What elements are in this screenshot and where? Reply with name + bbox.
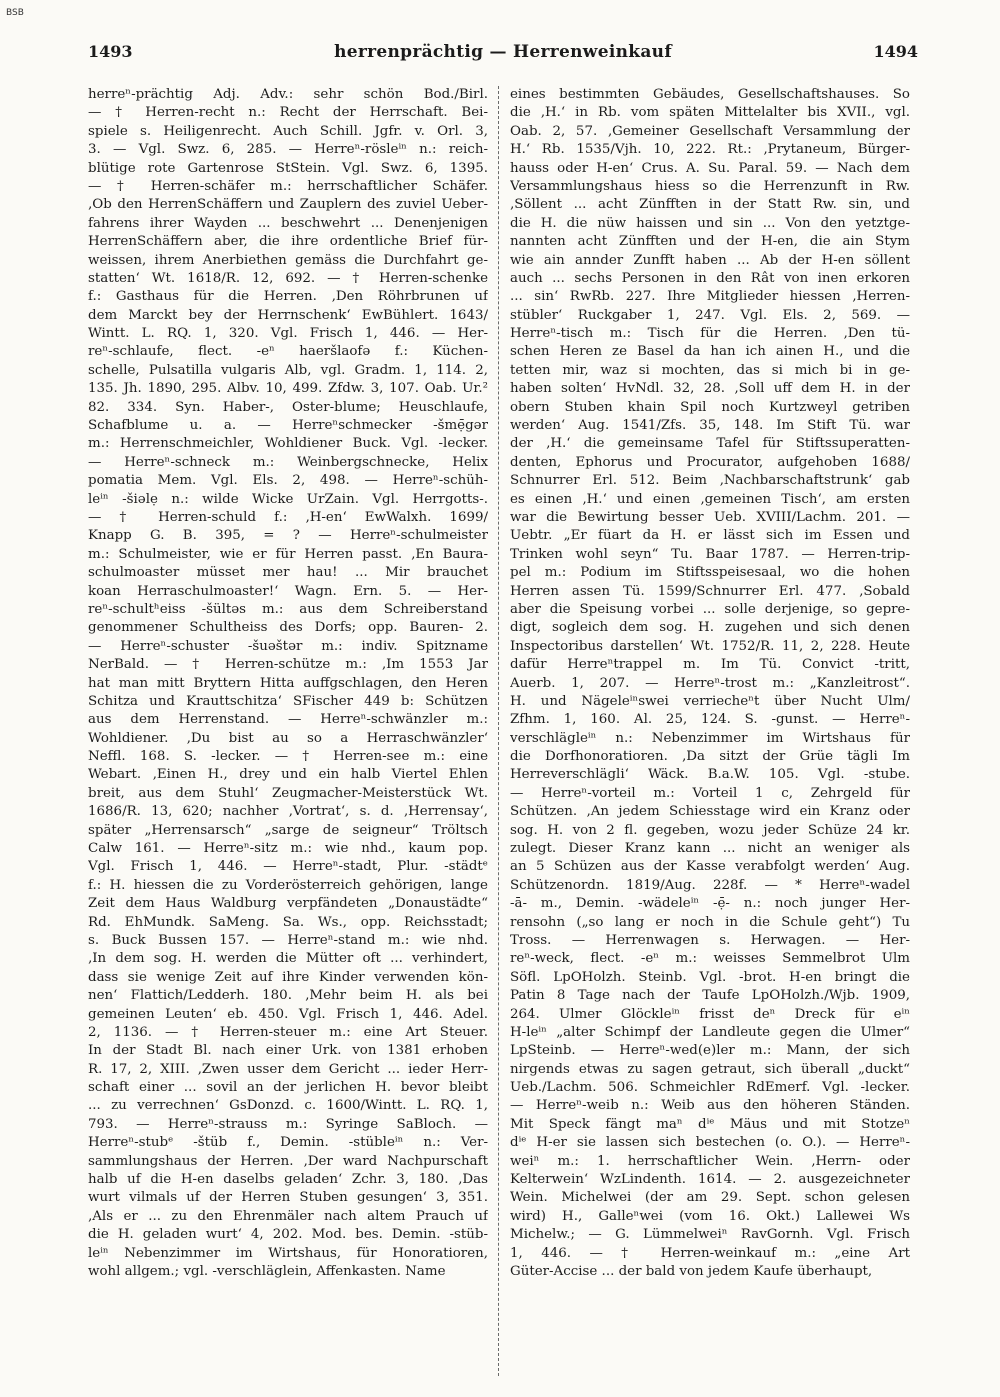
text-line: pel m.: Podium im Stiftsspeisesaal, wo die hohen (510, 565, 910, 581)
text-line: digt, sogleich dem sog. H. zugehen und sich denen (510, 620, 910, 636)
text-line: Wintt. L. RQ. 1, 320. Vgl. Frisch 1, 446. — Her- (88, 326, 488, 342)
text-line: nirgends etwas zu sagen getraut, sich überall „duckt“ (510, 1061, 910, 1077)
text-line: reⁿ-schlaufe, flect. -eⁿ haeršlaofə f.: Küchen- (88, 344, 488, 360)
text-line: werden‘ Aug. 1541/Zfs. 35, 148. Im Stift Tü. war (510, 418, 910, 434)
text-line: Wein. Michelwei (der am 29. Sept. schon gelesen (510, 1190, 910, 1206)
text-line: nen‘ Flattich/Ledderh. 180. ‚Mehr beim H. als bei (88, 988, 488, 1004)
text-line: die H. die nüw haissen und sin ... Von den yetztge- (510, 215, 910, 231)
text-line: Inspectoribus darstellen‘ Wt. 1752/R. 11, 2, 228. Heute (510, 638, 910, 654)
text-line: Kelterwein‘ WzLindenth. 1614. — 2. ausgezeichneter (510, 1172, 910, 1188)
text-line: genommener Schultheiss des Dorfs; opp. Bauren- 2. (88, 620, 488, 636)
text-line: Zfhm. 1, 160. Al. 25, 124. S. -gunst. — Herreⁿ- (510, 712, 910, 728)
text-line: Güter-Accise ... der bald von jedem Kaufe überhaupt, (510, 1264, 873, 1279)
text-line: die Dorfhonoratioren. ‚Da sitzt der Grüe tägli Im (510, 749, 910, 765)
text-line: Söfl. LpOHolzh. Steinb. Vgl. -brot. H-en bringt die (510, 969, 910, 985)
text-line: wurt vilmals uf der Herren Stuben gesungen‘ 3, 351. (88, 1190, 488, 1206)
text-line: leⁱⁿ -šiəlẹ n.: wilde Wicke UrZain. Vgl. Herrgotts-. (88, 491, 488, 507)
text-line: Schützenordn. 1819/Aug. 228f. — * Herreⁿ-wadel (510, 877, 910, 893)
text-line: reⁿ-schultʰeiss -šültəs m.: aus dem Schreiberstand (88, 601, 488, 617)
page-number-left: 1493 (88, 42, 133, 61)
text-line: haben solten‘ HvNdl. 32, 28. ‚Soll uff dem H. in der (510, 381, 910, 397)
text-line: 82. 334. Syn. Haber-, Oster-blume; Heuschlaufe, (88, 399, 488, 415)
column-divider (498, 86, 499, 1376)
text-line: statten‘ Wt. 1618/R. 12, 692. — † Herren-schenke (88, 270, 488, 286)
right-column (510, 86, 910, 1281)
text-line: Neffl. 168. S. -lecker. — † Herren-see m.: eine (88, 749, 488, 765)
text-line: Versammlungshaus hiess so die Herrenzunft in Rw. (510, 178, 910, 194)
text-line: hauss oder H-en‘ Crus. A. Su. Paral. 59. — Nach dem (510, 160, 910, 176)
text-line: Herren assen Tü. 1599/Schnurrer Erl. 477. ‚Sobald (510, 583, 910, 599)
running-title: herrenprächtig — Herrenweinkauf (334, 42, 672, 62)
left-column (88, 86, 488, 1281)
text-line: weissen, ihrem Anerbiethen gemäss die Durchfahrt ge- (88, 252, 488, 268)
text-line: 264. Ulmer Glöckleⁱⁿ frisst deⁿ Dreck für eⁱⁿ (510, 1006, 910, 1022)
text-line: 3. — Vgl. Swz. 6, 285. — Herreⁿ-rösleⁱⁿ n.: reich- (88, 142, 488, 158)
text-line: war die Bewirtung besser Ueb. XVIII/Lachm. 201. — (510, 509, 910, 525)
text-line: Ueb./Lachm. 506. Schmeichler RdEmerf. Vgl. -lecker. (510, 1080, 910, 1096)
text-line: LpSteinb. — Herreⁿ-wed(e)ler m.: Mann, der sich (510, 1043, 910, 1059)
text-line: gemeinen Leuten‘ eb. 450. Vgl. Frisch 1, 446. Adel. (88, 1006, 488, 1022)
text-line: reⁿ-weck, flect. -eⁿ m.: weisses Semmelbrot Ulm (510, 951, 910, 967)
text-line: schen Heren ze Basel da han ich ainen H., und die (510, 344, 910, 360)
text-line: Oab. 2, 57. ‚Gemeiner Gesellschaft Versammlung der (510, 123, 910, 139)
text-line: ... zu verrechnen‘ GsDonzd. c. 1600/Wintt. L. RQ. 1, (88, 1098, 488, 1114)
text-line: es einen ‚H.‘ und einen ‚gemeinen Tisch‘, am ersten (510, 491, 910, 507)
text-line: wird) H., Galleⁿwei (vom 16. Okt.) Lallewei Ws (510, 1208, 910, 1224)
text-line: R. 17, 2, XIII. ‚Zwen usser dem Gericht ... ieder Herr- (88, 1061, 488, 1077)
text-line: 135. Jh. 1890, 295. Albv. 10, 499. Zfdw. 3, 107. Oab. Ur.² (88, 381, 488, 397)
text-line: 1686/R. 13, 620; nachher ‚Vortrat‘, s. d. ‚Herrensay‘, (88, 804, 488, 820)
text-line: Knapp G. B. 395, = ? — Herreⁿ-schulmeister (88, 528, 488, 544)
text-line: Herreⁿ-stubᵉ -štüb f., Demin. -stübleⁱⁿ n.: Ver- (88, 1135, 488, 1151)
text-line: Vgl. Frisch 1, 446. — Herreⁿ-stadt, Plur. -städtᵉ (88, 859, 488, 875)
text-line: fahrens ihrer Wayden ... beschwehrt ... Denenjenigen (88, 215, 488, 231)
text-line: m.: Herrenschmeichler, Wohldiener Buck. Vgl. -lecker. (88, 436, 488, 452)
text-line: — Herreⁿ-weib n.: Weib aus den höheren Ständen. (510, 1098, 910, 1114)
text-line: Schafblume u. a. — Herreⁿschmecker -šmẹ̄gər (88, 418, 488, 434)
text-line: HerrenSchäffern aber, die ihre ordentliche Brief für- (88, 234, 488, 250)
text-line: 2, 1136. — † Herren-steuer m.: eine Art Steuer. (88, 1024, 488, 1040)
text-line: obern Stuben khain Spil noch Kurtzweyl getriben (510, 399, 910, 415)
text-line: m.: Schulmeister, wie er für Herren passt. ‚En Baura- (88, 546, 488, 562)
text-line: herreⁿ-prächtig Adj. Adv.: sehr schön Bod./Birl. (88, 87, 488, 102)
text-line: eines bestimmten Gebäudes, Gesellschaftshauses. So (510, 87, 910, 102)
text-line: koan Herraschulmoaster!‘ Wagn. Ern. 5. — Her- (88, 583, 488, 599)
text-line: auch ... sechs Personen in den Rât von inen erkoren (510, 270, 910, 286)
text-line: Herreⁿ-tisch m.: Tisch für die Herren. ‚Den tü- (510, 326, 910, 342)
text-line: nannten acht Zünfften und der H-en, die ain Stym (510, 234, 910, 250)
text-line: dⁱᵉ H-er sie lassen sich bestechen (o. O.). — Herreⁿ- (510, 1135, 910, 1151)
text-line: — † Herren-recht n.: Recht der Herrschaft. Bei- (88, 105, 488, 121)
text-line: weiⁿ m.: 1. herrschaftlicher Wein. ‚Herrn- oder (510, 1153, 910, 1169)
text-line: hat man mitt Bryttern Hitta auffgschlagen, den Heren (88, 675, 488, 691)
text-line: ... sin‘ RwRb. 227. Ihre Mitglieder hiessen ‚Herren- (510, 289, 910, 305)
text-line: ‚Söllent ... acht Zünfften in der Statt Rw. sin, und (510, 197, 910, 213)
text-line: schulmoaster müsset mer hau! ... Mir brauchet (88, 565, 488, 581)
text-line: Rd. EhMundk. SaMeng. Sa. Ws., opp. Reichsstadt; (88, 914, 488, 930)
text-line: Schitza und Krauttschitza‘ SFischer 449 b: Schützen (88, 693, 488, 709)
text-line: später „Herrensarsch“ „sarge de seigneur“ Tröltsch (88, 822, 488, 838)
text-line: — † Herren-schäfer m.: herrschaftlicher Schäfer. (88, 178, 488, 194)
text-line: s. Buck Bussen 157. — Herreⁿ-stand m.: wie nhd. (88, 932, 488, 948)
text-line: ‚Als er ... zu den Ehrenmäler nach altem Prauch uf (88, 1208, 488, 1224)
text-line: verschlägleⁱⁿ n.: Nebenzimmer im Wirtshaus für (510, 730, 910, 746)
text-line: Michelw.; — G. Lümmelweiⁿ RavGornh. Vgl. Frisch (510, 1227, 910, 1243)
text-line: aber die Speisung vorbei ... solle derjenige, so gepre- (510, 601, 910, 617)
text-line: Schützen. ‚An jedem Schiesstage wird ein Kranz oder (510, 804, 910, 820)
text-line: dem Marckt bey der Herrnschenk‘ EwBühlert. 1643/ (88, 307, 488, 323)
text-line: 1, 446. — † Herren-weinkauf m.: „eine Art (510, 1245, 910, 1261)
text-line: Herreverschlägli‘ Wäck. B.a.W. 105. Vgl. -stube. (510, 767, 910, 783)
text-line: H. und Nägeleⁱⁿswei verriecheⁿt über Nucht Ulm/ (510, 693, 910, 709)
text-line: Tross. — Herrenwagen s. Herwagen. — Her- (510, 932, 910, 948)
text-line: — Herreⁿ-vorteil m.: Vorteil 1 c, Zehrgeld für (510, 785, 910, 801)
text-line: denten, Ephorus und Procurator, aufgehoben 1688/ (510, 454, 910, 470)
text-line: pomatia Mem. Vgl. Els. 2, 498. — Herreⁿ-schüh- (88, 473, 488, 489)
text-line: sammlungshaus der Herren. ‚Der ward Nachpurschaft (88, 1153, 488, 1169)
text-line: Uebtr. „Er füart da H. er lässt sich im Essen und (510, 528, 910, 544)
text-line: Webart. ‚Einen H., drey und ein halb Viertel Ehlen (88, 767, 488, 783)
text-line: H.‘ Rb. 1535/Vjh. 10, 222. Rt.: ‚Prytaneum, Bürger- (510, 142, 910, 158)
text-line: spiele s. Heiligenrecht. Auch Schill. Jgfr. v. Orl. 3, (88, 123, 488, 139)
text-line: Calw 161. — Herreⁿ-sitz m.: wie nhd., kaum pop. (88, 841, 488, 857)
text-line: H-leⁱⁿ „alter Schimpf der Landleute gegen die Ulmer“ (510, 1024, 910, 1040)
text-line: Schnurrer Erl. 512. Beim ‚Nachbarschaftstrunk‘ gab (510, 473, 910, 489)
text-line: die ‚H.‘ in Rb. vom späten Mittelalter bis XVII., vgl. (510, 105, 910, 121)
text-line: Patin 8 Tage nach der Taufe LpOHolzh./Wjb. 1909, (510, 988, 910, 1004)
text-line: leⁱⁿ Nebenzimmer im Wirtshaus, für Honoratioren, (88, 1245, 488, 1261)
text-line: zulegt. Dieser Kranz kann ... nicht an weniger als (510, 841, 910, 857)
text-line: schaft einer ... sovil an der jerlichen H. bevor bleibt (88, 1080, 488, 1096)
text-line: f.: Gasthaus für die Herren. ‚Den Röhrbrunen uf (88, 289, 488, 305)
text-line: dass sie wenige Zeit auf ihre Kinder verwenden kön- (88, 969, 488, 985)
text-line: Auerb. 1, 207. — Herreⁿ-trost m.: „Kanzleitrost“. (510, 675, 910, 691)
text-line: blütige rote Gartenrose StStein. Vgl. Swz. 6, 1395. (88, 160, 488, 176)
text-line: f.: H. hiessen die zu Vorderösterreich gehörigen, lange (88, 877, 488, 893)
text-line: rensohn („so lang er noch in die Schule geht“) Tu (510, 914, 910, 930)
text-line: — Herreⁿ-schneck m.: Weinbergschnecke, Helix (88, 454, 488, 470)
text-line: an 5 Schüzen aus der Kasse verabfolgt werden‘ Aug. (510, 859, 910, 875)
text-line: wohl allgem.; vgl. -verschläglein, Affenkasten. Name (88, 1264, 446, 1279)
text-line: sog. H. von 2 fl. gegeben, wozu jeder Schüze 24 kr. (510, 822, 910, 838)
text-line: Mit Speck fängt maⁿ dⁱᵉ Mäus und mit Stotzeⁿ (510, 1116, 910, 1132)
library-stamp: BSB (6, 8, 24, 18)
text-line: halb uf die H-en daselbs geladen‘ Zchr. 3, 180. ‚Das (88, 1172, 488, 1188)
text-line: Trinken wohl seyn“ Tu. Baar 1787. — Herren-trip- (510, 546, 910, 562)
text-line: der ‚H.‘ die gemeinsame Tafel für Stiftssuperatten- (510, 436, 910, 452)
text-line: wie ain annder Zunfft haben ... Ab der H-en söllent (510, 252, 910, 268)
text-line: ‚In dem sog. H. werden die Mütter oft ... verhindert, (88, 951, 488, 967)
page-header (88, 42, 918, 70)
text-line: — † Herren-schuld f.: ‚H-en‘ EwWalxh. 1699/ (88, 509, 488, 525)
text-line: -ā- m., Demin. -wädeleⁱⁿ -ẹ̄- n.: noch junger Her- (510, 896, 910, 912)
text-line: 793. — Herreⁿ-strauss m.: Syringe SaBloch. — (88, 1116, 488, 1132)
text-line: die H. geladen wurt‘ 4, 202. Mod. bes. Demin. -stüb- (88, 1227, 488, 1243)
text-line: tetten mir, waz si mochten, das si mich bi in ge- (510, 362, 910, 378)
text-line: dafür Herreⁿtrappel m. Im Tü. Convict -tritt, (510, 657, 910, 673)
text-line: Wohldiener. ‚Du bist au so a Herraschwänzler‘ (88, 730, 488, 746)
text-line: aus dem Herrenstand. — Herreⁿ-schwänzler m.: (88, 712, 488, 728)
text-line: stübler‘ Ruckgaber 1, 247. Vgl. Els. 2, 569. — (510, 307, 910, 323)
text-line: schelle, Pulsatilla vulgaris Alb, vgl. Gradm. 1, 114. 2, (88, 362, 488, 378)
text-line: ‚Ob den HerrenSchäffern und Zauplern des zuviel Ueber- (88, 197, 488, 213)
page-number-right: 1494 (873, 42, 918, 61)
text-line: breit, aus dem Stuhl‘ Zeugmacher-Meisterstück Wt. (88, 785, 488, 801)
text-line: Zeit dem Haus Waldburg verpfändeten „Donaustädte“ (88, 896, 488, 912)
text-line: NerBald. — † Herren-schütze m.: ‚Im 1553 Jar (88, 657, 488, 673)
text-line: In der Stadt Bl. nach einer Urk. von 1381 erhoben (88, 1043, 488, 1059)
text-line: — Herreⁿ-schuster -šuəštər m.: indiv. Spitzname (88, 638, 488, 654)
